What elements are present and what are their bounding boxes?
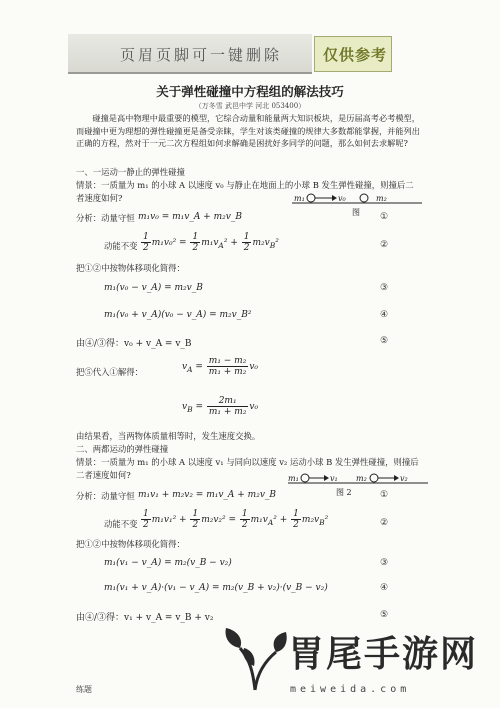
section2-question-line1: 情景：一质量为 m₁ 的小球 A 以速度 v₁ 与同向以速度 v₂ 运动小球 B 发生弹性碰撞，则撞后 — [76, 457, 419, 467]
s2-ke-label: 动能不变 — [104, 519, 138, 529]
eq-number: ① — [380, 212, 389, 222]
ball-b-icon — [370, 474, 378, 482]
s1-ke-label: 动能不变 — [104, 241, 138, 251]
figure1-diagram — [292, 190, 432, 226]
eq-number: ③ — [380, 558, 389, 568]
s1-from34: 由④/③得：v₀ + v_A = v_B — [76, 339, 192, 349]
fig2-caption: 图 2 — [336, 488, 352, 497]
section1-heading: 一、一运动一静止的弹性碰撞 — [76, 167, 185, 177]
eq-number: ② — [380, 240, 389, 250]
document-title: 关于弹性碰撞中方程组的解法技巧 — [156, 84, 344, 99]
s1-equation4: m₁(v₀ + v_A)(v₀ − v_A) = m₂v_B² — [104, 310, 252, 320]
s1-result-text: 由结果看，当两物体质量相等时，发生速度交换。 — [76, 431, 261, 441]
fig2-m2-label: m₂ — [356, 474, 367, 483]
section2-question-line2: 二者速度如何? — [76, 470, 131, 480]
s2-equation4: m₁(v₁ + v_A)·(v₁ − v_A) = m₂(v_B + v₂)·(v_B − v₂) — [104, 583, 328, 593]
s1-solution-vb: $v_B$ = $\frac{\text{2m₁}}{\text{m₁ + m₂}}$ v₀ — [182, 396, 259, 417]
fig2-m1-label: m₁ — [288, 474, 299, 483]
watermark-text: 胃尾手游网 — [288, 633, 479, 675]
s1-solution-va: $v_A$ = $\frac{\text{m₁ − m₂}}{\text{m₁ + m₂}}$ v₀ — [182, 356, 259, 377]
fig1-m2-label: m₂ — [376, 194, 387, 203]
ball-a-icon — [301, 474, 309, 482]
ball-a-icon — [307, 194, 315, 202]
eq-number: ⑤ — [380, 610, 389, 620]
s2-simplify-text: 把①②中按物体移项化简得： — [76, 539, 185, 549]
fig2-v2-label: v₂ — [400, 474, 408, 483]
fig1-m1-label: m₁ — [294, 194, 305, 203]
section1-question-line2: 者速度如何? — [76, 193, 123, 203]
section2-heading: 二、两都运动的弹性碰撞 — [76, 444, 169, 454]
eq-number: ③ — [380, 283, 389, 293]
s2-momentum-equation: m₁v₁ + m₂v₂ = m₁v_A + m₂v_B — [138, 490, 277, 500]
s2-analysis-label: 分析：动量守恒 — [76, 491, 135, 501]
fig2-v1-label: v₁ — [330, 474, 338, 483]
fig1-v0-label: v₀ — [338, 194, 346, 203]
badge-text: 仅供参考 — [323, 46, 388, 64]
figure2-diagram — [288, 470, 438, 506]
section1-question-line1: 情景：一质量为 m₁ 的小球 A 以速度 v₀ 与静止在地面上的小球 B 发生弹性碰撞，则撞后二 — [76, 180, 414, 190]
banner-text: 页眉页脚可一键删除 — [120, 46, 283, 64]
reference-only-badge — [314, 36, 392, 72]
document-author: （万冬雪 武邑中学 河北 053400） — [194, 102, 306, 110]
s2-energy-equation: $\frac{1}{2}$ m₁v₁² + $\frac{1}{2}$ m₂v₂² = $\frac{1}{2}$ $m_1v_A^2$ + $\frac{1}{2}$ $m_2v_B^2$ — [143, 509, 329, 530]
site-watermark — [220, 622, 500, 708]
watermark-url: meiweida.com — [290, 684, 411, 695]
header-banner — [68, 34, 390, 72]
s2-from34: 由④/③得：v₁ + v_A = v_B + v₂ — [76, 613, 214, 623]
eq-number: ② — [380, 518, 389, 528]
s1-equation3: m₁(v₀ − v_A) = m₂v_B — [104, 283, 203, 293]
plant-logo-icon — [220, 622, 290, 692]
footer-text: 练题 — [76, 685, 92, 694]
fig1-caption: 图 — [352, 208, 360, 217]
s1-simplify-text: 把①②中按物体移项化简得： — [76, 263, 185, 273]
s1-momentum-equation: m₁v₀ = m₁v_A + m₂v_B — [138, 212, 242, 222]
s2-equation3: m₁(v₁ − v_A) = m₂(v_B − v₂) — [104, 558, 232, 568]
eq-number: ① — [380, 490, 389, 500]
eq-number: ④ — [380, 310, 389, 320]
eq-number: ⑤ — [380, 336, 389, 346]
s1-analysis-label: 分析：动量守恒 — [76, 213, 135, 223]
eq-number: ④ — [380, 583, 389, 593]
intro-paragraph: 碰撞是高中物理中最重要的模型，它综合动量和能量两大知识板块，是历届高考必考模型，而碰撞中更为理想的弹性碰撞更是备受亲睐，学生对该类碰撞的规律大多数都能掌握，并能列出正确的方程，然对于一元二次方程组如何求解确是困扰好多同学的问题，那么如何去求解呢? — [76, 113, 420, 148]
s1-substitute-text: 把⑤代入①解得： — [76, 367, 143, 377]
ball-b-icon — [360, 194, 368, 202]
s1-energy-equation: $\frac{1}{2}$ m₁v₀² = $\frac{1}{2}$ $m_1v_A^2$ + $\frac{1}{2}$ $m_2v_B^2$ — [143, 232, 279, 253]
banner-removable-note — [68, 34, 312, 74]
